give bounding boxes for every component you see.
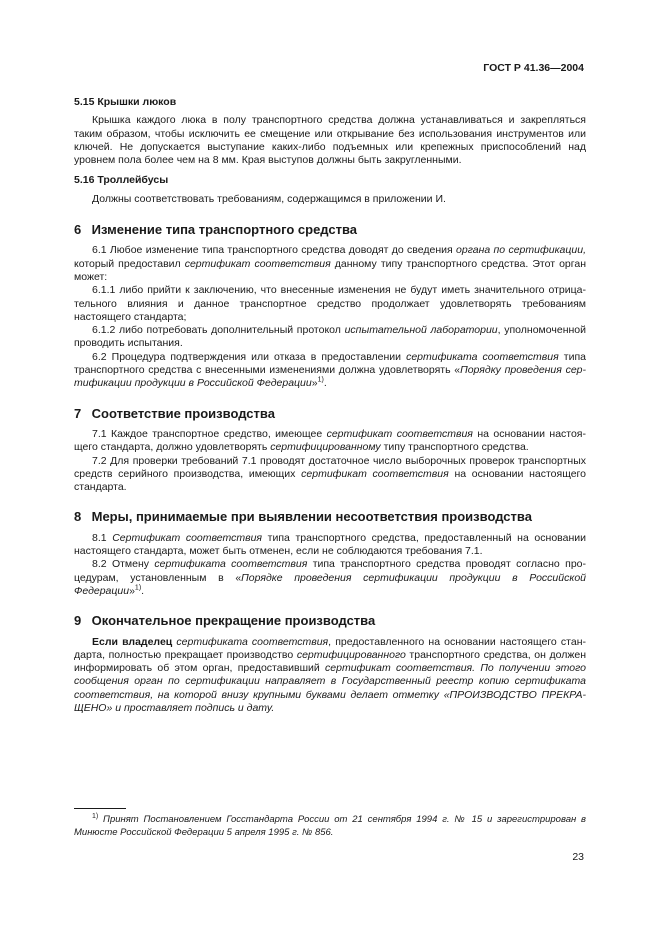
italic-term: органа по сертификации, (456, 244, 586, 257)
paragraph-6-1-1: 6.1.1 либо прийти к заключению, что внесенные изменения не будут иметь значительного отрицательного влияния и данное транспортное средство продолжает удовлетворять требованиям настоящего стандарта; (74, 284, 586, 323)
italic-term: сертификата соответствия (154, 558, 308, 571)
text-run: 7.2 Для проверки требований 7.1 проводят достаточное число выборочных проверок транспортных средств серийного производства, имеющих (74, 454, 586, 480)
text-run: , уполномоченной проводить испытания. (74, 324, 586, 350)
standard-code-header: ГОСТ Р 41.36—2004 (483, 62, 584, 74)
italic-term: сертификат соответствия (326, 427, 473, 440)
text-run: 6.2 Процедура подтверждения или отказа в предоставлении (92, 350, 407, 363)
subsection-title-5-15: 5.15 Крышки люков (74, 96, 177, 108)
paragraph-7-2 (74, 455, 586, 495)
italic-term: сертифицированного (296, 648, 406, 661)
text-run: » (311, 377, 318, 390)
section-title-9: Окончательное прекращение производства (91, 613, 376, 629)
italic-term: сертификата соответствия (406, 350, 559, 363)
italic-term: Порядку проведения сертификации продукции в Российской Федерации (74, 364, 586, 390)
text-run: . (141, 584, 145, 597)
section-number-6: 6 (74, 222, 82, 238)
section-title-8: Меры, принимаемые при выявлении несоответствия производства (91, 509, 532, 525)
paragraph-6-1 (74, 244, 586, 284)
section-heading-8 (74, 510, 586, 523)
section-heading-7 (74, 407, 586, 420)
italic-term: сертификата соответствия (176, 635, 329, 648)
section-number-9: 9 (74, 613, 82, 629)
paragraph-5-16: Должны соответствовать требованиям, содержащимся в приложении И. (92, 192, 446, 205)
page-content (74, 90, 586, 715)
text-run: 8.1 (92, 531, 113, 544)
italic-term: сертификат соответствия. По получении этого сообщения орган по сертификации направляет в Государственный реестр копию сертификата соответствия, на которой внизу крупными буквами делает отметку «ПРОИЗВОДСТВО ПРЕКРАЩЕНО» и проставляет подпись и дату. (74, 662, 586, 714)
page-number: 23 (572, 851, 584, 863)
text-run: 7.1 Каждое транспортное средство, имеющее (92, 427, 327, 440)
text-run: типу транспортного средства. (380, 441, 529, 454)
section-title-6: Изменение типа транспортного средства (91, 222, 358, 238)
paragraph-8-2 (74, 558, 586, 598)
section-number-7: 7 (74, 405, 82, 421)
italic-term: сертификат соответствия (184, 257, 331, 270)
text-run: который предоставил (74, 257, 185, 270)
footnote-ref: 1) (134, 584, 142, 592)
text-run: типа транспортного средства проводят согласно процедурам, установленным в « (74, 558, 586, 584)
paragraph-9 (74, 636, 586, 716)
text-run: 6.1.2 либо потребовать дополнительный протокол (92, 324, 345, 337)
footnote (74, 814, 586, 839)
text-run: на основании настоящего стандарта. (74, 467, 586, 494)
section-heading-6 (74, 223, 586, 236)
section-title-7: Соответствие производства (91, 405, 275, 421)
footnote-divider (74, 808, 126, 809)
footnote-text: Принят Постановлением Госстандарта России от 21 сентября 1994 г. № 15 и зарегистрирован в Минюсте Российской Федерации 5 апреля 1995 г. № 856. (74, 814, 586, 838)
italic-term: Сертификат соответствия (112, 531, 263, 544)
text-run: на основании настоящего стандарта, должно удовлетворять (74, 427, 586, 454)
footnote-ref: 1) (317, 376, 324, 384)
italic-term: сертификат соответствия (301, 467, 449, 480)
text-run: транспортного средства, он должен информировать об этом орган, предоставивший (74, 648, 586, 675)
text-run: данному типу транспортного средства. Этот орган может: (74, 257, 587, 283)
text-run: . (323, 377, 327, 390)
paragraph-6-2 (74, 351, 586, 391)
italic-term: Порядке проведения сертификации продукции в Российской Федерации (74, 571, 587, 597)
text-run: типа транспортного средства с внесенными изменениями должна удовлетворять « (74, 350, 586, 377)
text-run: 6.1 Любое изменение типа транспортного средства доводят до сведения (92, 244, 457, 257)
section-number-8: 8 (74, 509, 82, 525)
footnote-marker: 1) (92, 812, 99, 820)
text-run: » (129, 584, 135, 597)
text-run: , предоставленного на основании настоящего стандарта, полностью прекращает производство (74, 635, 586, 661)
section-heading-9 (74, 614, 586, 627)
text-run: типа транспортного средства, предоставленный на основании настоящего стандарта, может быть отменен, если не соблюдаются требования 7.1. (74, 531, 586, 558)
paragraph-6-1-2 (74, 324, 586, 351)
text-run: 8.2 Отмену (92, 558, 155, 571)
subsection-title-5-16: 5.16 Троллейбусы (74, 174, 169, 187)
italic-term: сертифицированному (270, 441, 381, 454)
paragraph-8-1 (74, 532, 586, 559)
bold-lead: Если владелец (92, 635, 177, 648)
italic-term: испытательной лаборатории (344, 324, 498, 337)
paragraph-5-15: Крышка каждого люка в полу транспортного средства должна устанавливаться и закрепляться таким образом, чтобы исключить ее смещение или открывание без использования инструментов или ключей. Не допускается выступание каких-либо подъемных или крепежных приспособлений над уровнем пола более чем на 8 мм. Края выступов должны быть закругленными. (74, 114, 586, 167)
paragraph-7-1 (74, 428, 586, 455)
